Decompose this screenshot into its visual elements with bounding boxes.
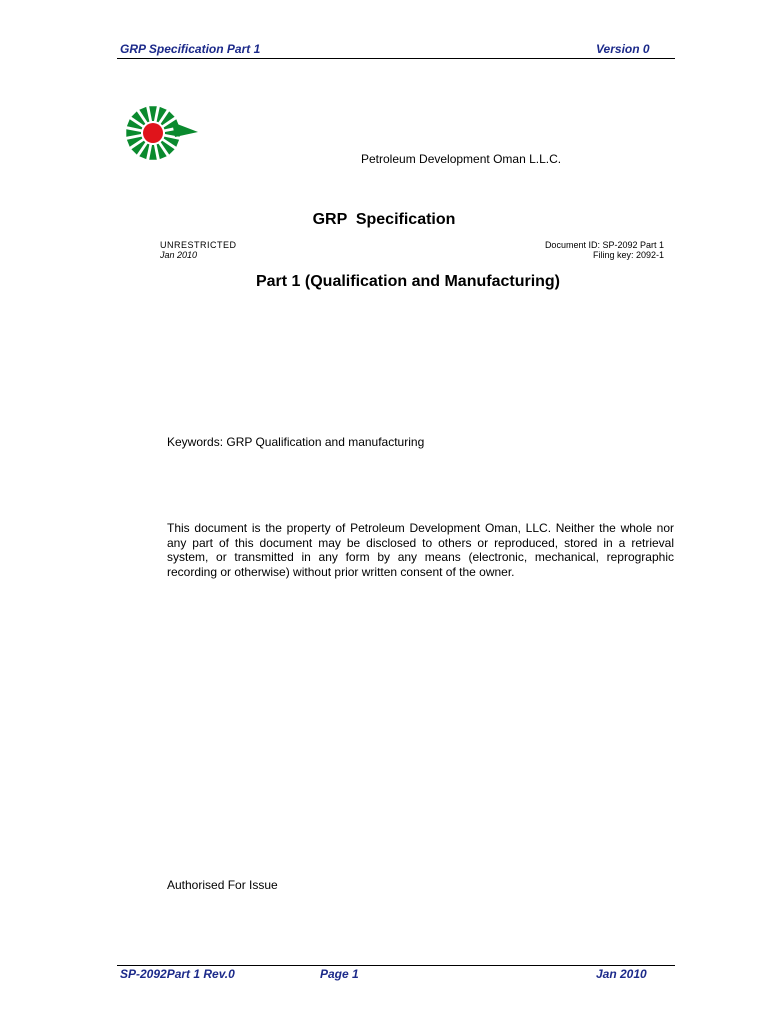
document-subtitle: Part 1 (Qualification and Manufacturing) — [255, 273, 561, 290]
logo-ray — [126, 129, 141, 137]
document-title: GRP Specification — [312, 211, 456, 228]
logo-swoosh — [172, 122, 198, 137]
header-version: Version 0 — [596, 42, 650, 56]
document-id: Document ID: SP-2092 Part 1 — [544, 240, 664, 250]
filing-key: Filing key: 2092-1 — [592, 250, 664, 260]
header-rule — [117, 58, 675, 59]
logo-ray — [149, 106, 157, 121]
footer-document-ref: SP-2092Part 1 Rev.0 — [120, 967, 235, 981]
authorised-for-issue: Authorised For Issue — [167, 878, 278, 892]
logo-ray — [149, 145, 157, 160]
issue-date: Jan 2010 — [160, 250, 198, 260]
keywords-line: Keywords: GRP Qualification and manufacturing — [167, 435, 425, 449]
company-name: Petroleum Development Oman L.L.C. — [361, 152, 562, 166]
footer-rule — [117, 965, 675, 966]
footer-date: Jan 2010 — [596, 967, 647, 981]
pdo-logo-icon — [120, 104, 200, 162]
header-document-title: GRP Specification Part 1 — [120, 42, 261, 56]
ownership-notice: This document is the property of Petroleum Development Oman, LLC. Neither the whole nor any part of this document may be disclosed to others or reproduced, stored in a retrieval system, or transmitted in any form by any means (electronic, mechanical, reprographic recording or otherwise) without prior written consent of the owner. — [167, 521, 674, 579]
footer-page-number: Page 1 — [320, 967, 359, 981]
classification-label: UNRESTRICTED — [160, 240, 237, 250]
